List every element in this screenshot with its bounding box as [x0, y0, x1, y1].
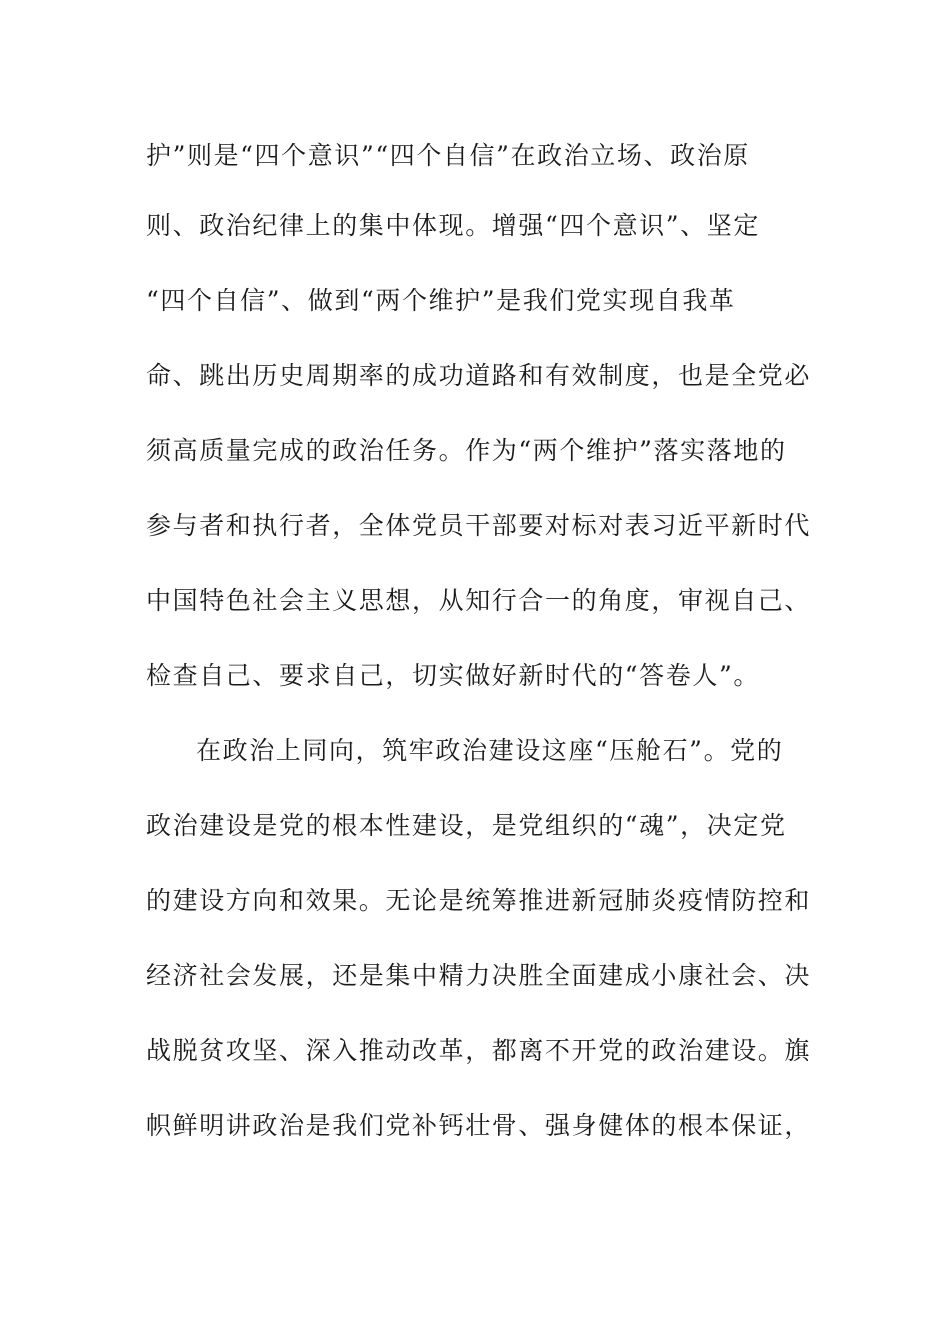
paragraph-1-line-3: “四个自信”、做到“两个维护”是我们党实现自我革: [146, 286, 736, 315]
paragraph-2-line-6: 帜鲜明讲政治是我们党补钙壮骨、强身健体的根本保证，: [146, 1111, 812, 1140]
paragraph-1-line-6: 参与者和执行者，全体党员干部要对标对表习近平新时代: [146, 511, 812, 540]
paragraph-2-line-4: 经济社会发展，还是集中精力决胜全面建成小康社会、决: [146, 961, 812, 990]
paragraph-1-line-8: 检查自己、要求自己，切实做好新时代的“答卷人”。: [146, 661, 760, 690]
paragraph-1-line-7: 中国特色社会主义思想，从知行合一的角度，审视自己、: [146, 586, 812, 615]
paragraph-2-line-2: 政治建设是党的根本性建设，是党组织的“魂”，决定党: [146, 811, 787, 840]
paragraph-1-line-1: 护”则是“四个意识”“四个自信”在政治立场、政治原: [146, 141, 750, 170]
paragraph-1-line-2: 则、政治纪律上的集中体现。增强“四个意识”、坚定: [146, 211, 760, 240]
paragraph-2-line-1: 在政治上同向，筑牢政治建设这座“压舱石”。党的: [196, 736, 784, 765]
paragraph-2-line-5: 战脱贫攻坚、深入推动改革，都离不开党的政治建设。旗: [146, 1036, 812, 1065]
paragraph-1-line-4: 命、跳出历史周期率的成功道路和有效制度，也是全党必: [146, 361, 812, 390]
paragraph-1-line-5: 须高质量完成的政治任务。作为“两个维护”落实落地的: [146, 436, 787, 465]
paragraph-2-line-3: 的建设方向和效果。无论是统筹推进新冠肺炎疫情防控和: [146, 886, 812, 915]
